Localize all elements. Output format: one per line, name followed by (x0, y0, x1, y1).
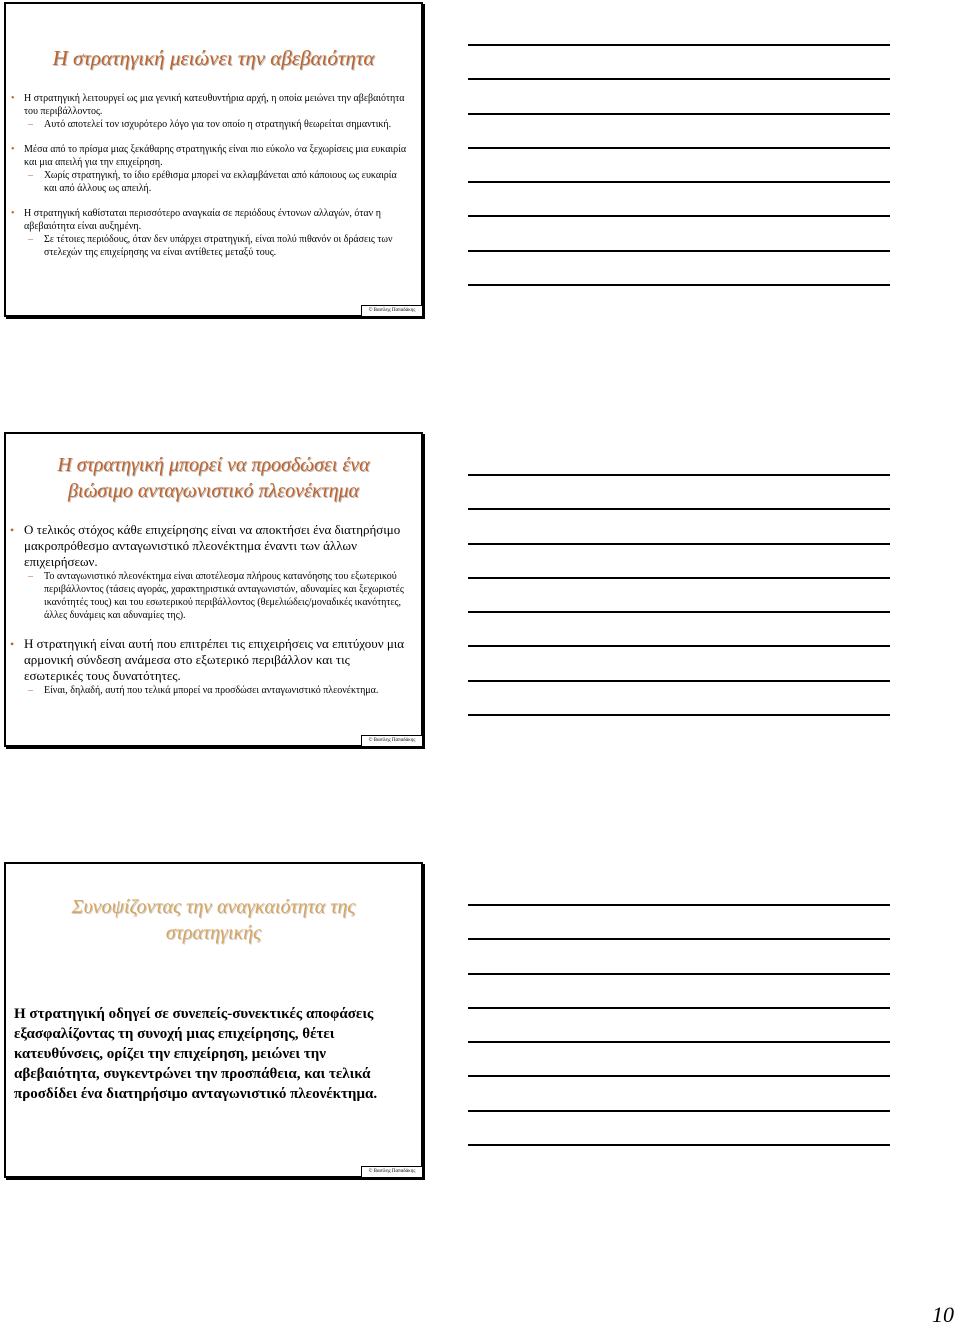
note-line (468, 611, 890, 613)
bullet-item: • Η στρατηγική λειτουργεί ως μια γενική κατευθυντήρια αρχή, η οποία μειώνει την αβεβαιότητα του περιβάλλοντος. (11, 93, 405, 117)
slide-3 (4, 862, 423, 1178)
notes-lines-2 (468, 474, 890, 748)
slide-title: Συνοψίζοντας την αναγκαιότητα της στρατηγικής (71, 896, 356, 944)
bullet-icon: • (11, 144, 15, 155)
bullet-item: • Ο τελικός στόχος κάθε επιχείρησης είναι να αποκτήσει ένα διατηρήσιμο μακροπρόθεσμο ανταγωνιστικό πλεονέκτημα έναντι των άλλων επιχειρήσεων. (10, 522, 401, 569)
note-line (468, 543, 890, 545)
page-number: 10 (932, 1302, 954, 1327)
bullet-icon: • (10, 637, 15, 651)
note-line (468, 645, 890, 647)
slide-body: Η στρατηγική οδηγεί σε συνεπείς-συνεκτικές αποφάσεις εξασφαλίζοντας τη συνοχή μιας επιχείρησης, θέτει κατευθύνσεις, ορίζει την επιχείρηση, μειώνει την αβεβαιότητα, συγκεντρώνει την προσπάθεια, και τελικά προσδίδει ένα διατηρήσιμο ανταγωνιστικό πλεονέκτημα. (14, 1006, 378, 1102)
bullet-icon: • (10, 523, 15, 537)
note-line (468, 113, 890, 115)
slide-footer: © Βασίλης Παπαδάκης (361, 1166, 423, 1178)
slide-footer: © Βασίλης Παπαδάκης (361, 735, 423, 747)
notes-lines-1 (468, 44, 890, 318)
dash-icon: – (28, 170, 33, 181)
note-line (468, 973, 890, 975)
note-line (468, 680, 890, 682)
bullet-item: • Η στρατηγική είναι αυτή που επιτρέπει τις επιχειρήσεις να επιτύχουν μια αρμονική σύνδεση ανάμεσα στο εξωτερικό περιβάλλον και τις εσωτερικές τους δυνατότητες. (10, 636, 405, 683)
note-line (468, 250, 890, 252)
note-line (468, 215, 890, 217)
sub-item: – Το ανταγωνιστικό πλεονέκτημα είναι αποτέλεσμα πλήρους κατανόησης του εξωτερικού περιβάλλοντος (τάσεις αγοράς, χαρακτηριστικά ανταγωνιστών, αδυναμίες και ξεχωριστές ικανότητές τους) και του εσωτερικού περιβάλλοντος (θεμελιώδεις/μοναδικές ικανότητες, άλλες δυνάμεις και αδυναμίες της). (28, 571, 404, 621)
slide-footer: © Βασίλης Παπαδάκης (361, 305, 423, 317)
dash-icon: – (28, 571, 33, 582)
note-line (468, 577, 890, 579)
note-line (468, 284, 890, 286)
dash-icon: – (28, 234, 33, 245)
sub-item: – Αυτό αποτελεί τον ισχυρότερο λόγο για τον οποίο η στρατηγική θεωρείται σημαντική. (28, 119, 392, 130)
note-line (468, 1075, 890, 1077)
sub-item: – Χωρίς στρατηγική, το ίδιο ερέθισμα μπορεί να εκλαμβάνεται από κάποιους ως ευκαιρία και από άλλους ως απειλή. (28, 170, 397, 194)
slide-body (10, 522, 411, 697)
note-line (468, 181, 890, 183)
note-line (468, 508, 890, 510)
dash-icon: – (28, 119, 33, 130)
slide-body (11, 92, 411, 259)
note-line (468, 938, 890, 940)
notes-lines-3 (468, 904, 890, 1178)
note-line (468, 147, 890, 149)
note-line (468, 714, 890, 716)
note-line (468, 474, 890, 476)
sub-item: – Είναι, δηλαδή, αυτή που τελικά μπορεί να προσδώσει ανταγωνιστικό πλεονέκτημα. (28, 685, 379, 696)
bullet-icon: • (11, 93, 15, 104)
note-line (468, 44, 890, 46)
slide-title: Η στρατηγική μπορεί να προσδώσει ένα βιώσιμο ανταγωνιστικό πλεονέκτημα (57, 454, 370, 502)
bullet-item: • Η στρατηγική καθίσταται περισσότερο αναγκαία σε περιόδους έντονων αλλαγών, όταν η αβεβαιότητα είναι αυξημένη. (11, 208, 381, 232)
note-line (468, 1144, 890, 1146)
note-line (468, 78, 890, 80)
bullet-item: • Μέσα από το πρίσμα μιας ξεκάθαρης στρατηγικής είναι πιο εύκολο να ξεχωρίσεις μια ευκαιρία και μια απειλή για την επιχείρηση. (11, 144, 407, 168)
slide-1 (4, 2, 423, 317)
note-line (468, 904, 890, 906)
dash-icon: – (28, 685, 33, 696)
note-line (468, 1007, 890, 1009)
slide-2 (4, 432, 423, 747)
sub-item: – Σε τέτοιες περιόδους, όταν δεν υπάρχει στρατηγική, είναι πολύ πιθανόν οι δράσεις των στελεχών της επιχείρησης να είναι αντίθετες μεταξύ τους. (28, 234, 393, 258)
slide-title: Η στρατηγική μειώνει την αβεβαιότητα (52, 46, 375, 70)
note-line (468, 1041, 890, 1043)
note-line (468, 1110, 890, 1112)
bullet-icon: • (11, 208, 15, 219)
